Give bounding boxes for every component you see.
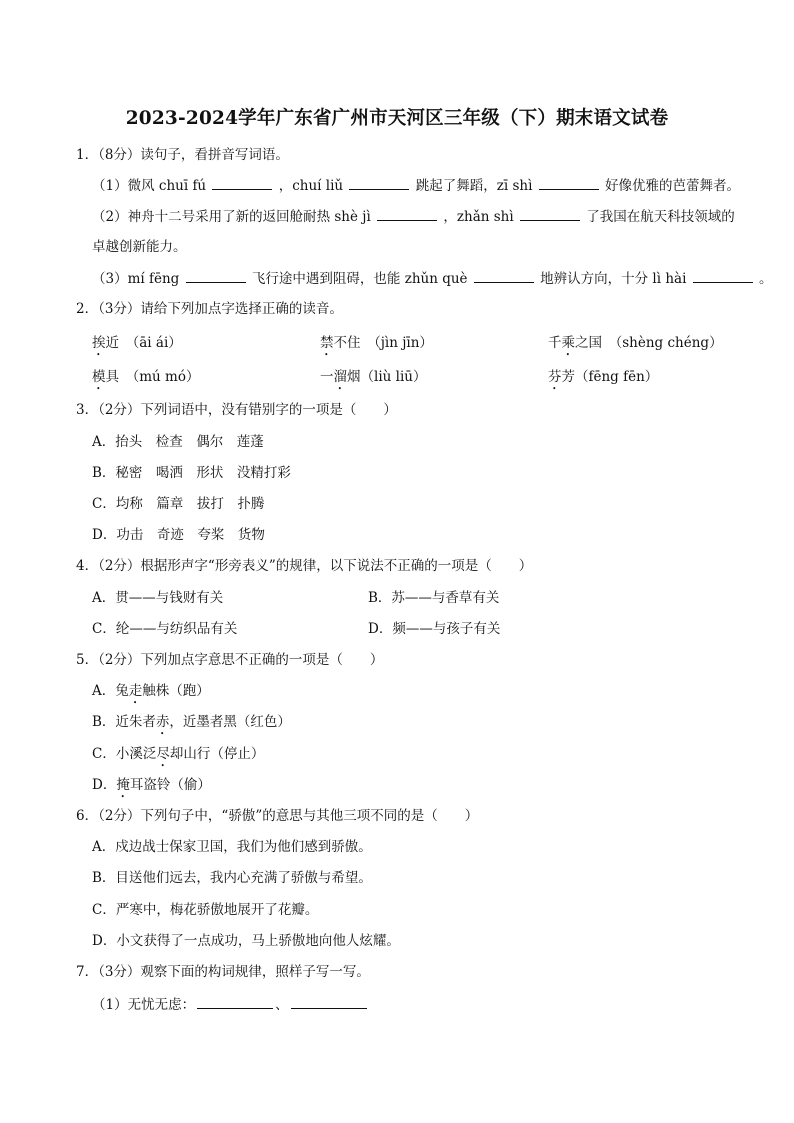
option-a[interactable]: A．兔走触株（跑） [92, 683, 210, 699]
q1-text: 好像优雅的芭蕾舞者。 [604, 178, 740, 194]
question-1-line-4 [92, 269, 773, 288]
answer-blank[interactable] [474, 269, 534, 283]
option-b[interactable]: B．苏——与香草有关 [368, 590, 500, 606]
pinyin-item: 挨近 （āi ái） [92, 335, 182, 351]
q1-text: （1）微风 chuī fú [92, 178, 207, 194]
question-3-header: 3．（2分）下列词语中，没有错别字的一项是（ ） [76, 402, 397, 418]
q1-text: 飞行途中遇到阻碍，也能 zhǔn què [251, 271, 468, 287]
question-7-line-1 [92, 995, 369, 1014]
q1-text: （2）神舟十二号采用了新的返回舱耐热 shè jì [92, 209, 371, 225]
q7-text: （1）无忧无虑： [92, 997, 196, 1013]
q1-text: 地辨认方向，十分 lì hài [540, 271, 687, 287]
option-b[interactable]: B．近朱者赤，近墨者黑（红色） [92, 714, 291, 730]
pinyin-item: 千乘之国 （shèng chéng） [548, 335, 723, 351]
q1-text: 。 [759, 271, 773, 287]
question-1-line-2 [92, 207, 735, 226]
pinyin-item: 模具 （mú mó） [92, 369, 200, 385]
question-4-header: 4．（2分）根据形声字“形旁表义”的规律，以下说法不正确的一项是（ ） [76, 558, 533, 574]
option-c[interactable]: C．严寒中，梅花骄傲地展开了花瓣。 [92, 902, 319, 918]
option-b[interactable]: B．目送他们远去，我内心充满了骄傲与希望。 [92, 870, 372, 886]
option-a[interactable]: A．戍边战士保家卫国，我们为他们感到骄傲。 [92, 839, 372, 855]
answer-blank[interactable] [377, 207, 437, 221]
option-d[interactable]: D．频——与孩子有关 [368, 621, 501, 637]
answer-blank[interactable] [186, 269, 246, 283]
q1-text: ，zhǎn shì [443, 209, 514, 225]
pinyin-item: 一溜烟（liù liū） [320, 369, 427, 385]
answer-blank[interactable] [291, 995, 367, 1009]
answer-blank[interactable] [693, 269, 753, 283]
q1-text: 了我国在航天科技领域的 [586, 209, 735, 225]
question-5-header: 5．（2分）下列加点字意思不正确的一项是（ ） [76, 652, 384, 668]
answer-blank[interactable] [520, 207, 580, 221]
question-7-header: 7．（3分）观察下面的构词规律，照样子写一写。 [76, 964, 370, 980]
pinyin-item: 禁不住 （jìn jīn） [320, 335, 433, 351]
option-d[interactable]: D．掩耳盗铃（偷） [92, 777, 211, 793]
question-1-line-3: 卓越创新能力。 [92, 239, 187, 255]
answer-blank[interactable] [197, 995, 273, 1009]
option-c[interactable]: C．均称 篇章 拔打 扑腾 [92, 496, 265, 512]
pinyin-item: 芬芳（fēng fēn） [548, 369, 659, 385]
option-a[interactable]: A．抬头 检查 偶尔 莲蓬 [92, 434, 264, 450]
option-d[interactable]: D．小文获得了一点成功，马上骄傲地向他人炫耀。 [92, 933, 400, 949]
q7-separator: 、 [275, 997, 289, 1013]
q1-text: 跳起了舞蹈，zī shì [415, 178, 533, 194]
option-a[interactable]: A．贯——与钱财有关 [92, 590, 224, 606]
question-6-header: 6．（2分）下列句子中，“骄傲”的意思与其他三项不同的是（ ） [76, 808, 479, 824]
option-c[interactable]: C．纶——与纺织品有关 [92, 621, 238, 637]
option-d[interactable]: D．功击 奇迹 夸桨 货物 [92, 527, 265, 543]
answer-blank[interactable] [349, 176, 409, 190]
question-1-line-1 [92, 176, 740, 195]
question-1-header: 1．（8分）读句子，看拼音写词语。 [76, 147, 289, 163]
option-c[interactable]: C．小溪泛尽却山行（停止） [92, 746, 265, 762]
option-b[interactable]: B．秘密 喝洒 形状 没精打彩 [92, 465, 291, 481]
question-2-header: 2．（3分）请给下列加点字选择正确的读音。 [76, 301, 343, 317]
page-title: 2023-2024学年广东省广州市天河区三年级（下）期末语文试卷 [125, 108, 669, 129]
q1-text: ，chuí liǔ [278, 178, 344, 194]
q1-text: （3）mí fēng [92, 271, 180, 287]
answer-blank[interactable] [539, 176, 599, 190]
answer-blank[interactable] [212, 176, 272, 190]
